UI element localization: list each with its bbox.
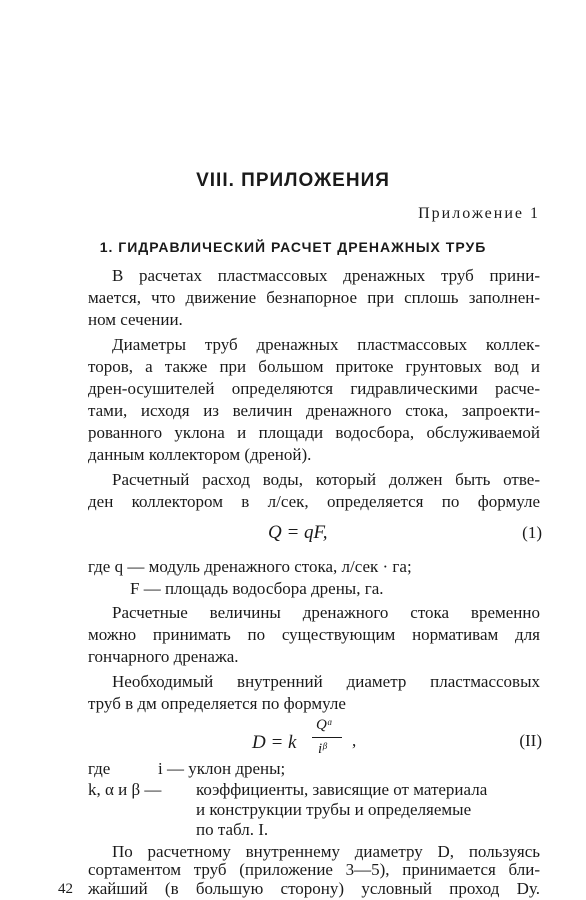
formula-2-lhs: D = k: [252, 732, 297, 753]
definition-line: и конструкции трубы и определяемые: [196, 800, 472, 819]
paragraph-line: сортаментом труб (приложение 3—5), принимается бли-: [88, 860, 540, 879]
paragraph-line: дрен-осушителей определяются гидравлическими расче-: [88, 379, 540, 398]
equation-number-2: (II): [519, 731, 542, 750]
definition-line: F — площадь водосбора дрены, га.: [130, 579, 384, 598]
formula-2-denominator: iᵝ: [318, 741, 327, 757]
paragraph-line: В расчетах пластмассовых дренажных труб прини-: [112, 266, 540, 285]
paragraph-line: данным коллектором (дреной).: [88, 445, 312, 464]
paragraph-line: Необходимый внутренний диаметр пластмассовых: [112, 672, 540, 691]
paragraph-line: Диаметры труб дренажных пластмассовых коллек-: [112, 335, 540, 354]
formula-2-numerator: Qᵅ: [316, 717, 333, 733]
paragraph-line: мается, что движение безнапорное при сплошь заполнен-: [88, 288, 540, 307]
section-title: 1. ГИДРАВЛИЧЕСКИЙ РАСЧЕТ ДРЕНАЖНЫХ ТРУБ: [99, 239, 487, 255]
definition-label: где: [88, 759, 111, 778]
formula-1: Q = qF,: [268, 522, 328, 543]
paragraph-line: гончарного дренажа.: [88, 647, 239, 666]
equation-number-1: (1): [522, 523, 542, 542]
paragraph-line: ном сечении.: [88, 310, 183, 329]
paragraph-line: ден коллектором в л/сек, определяется по формуле: [88, 492, 540, 511]
definition-line: где q — модуль дренажного стока, л/сек · га;: [88, 557, 412, 576]
definition-line: i — уклон дрены;: [158, 759, 286, 778]
chapter-heading: VIII. ПРИЛОЖЕНИЯ: [196, 170, 390, 191]
paragraph-line: По расчетному внутреннему диаметру D, пользуясь: [112, 842, 540, 861]
definition-line: коэффициенты, зависящие от материала: [196, 780, 488, 799]
paragraph-line: тами, исходя из величин дренажного стока, запроекти-: [88, 401, 540, 420]
paragraph-line: можно принимать по существующим нормативам для: [88, 625, 540, 644]
paragraph-line: жайший (в большую сторону) условный проход Dу.: [88, 879, 540, 898]
paragraph-line: торов, а также при большом притоке грунтовых вод и: [88, 357, 540, 376]
paragraph-line: рованного уклона и площади водосбора, обслуживаемой: [88, 423, 540, 442]
formula-2-comma: ,: [352, 731, 357, 750]
appendix-label: Приложение 1: [418, 205, 540, 222]
page-number: 42: [58, 881, 73, 897]
definition-line: по табл. I.: [196, 820, 269, 839]
paragraph-line: Расчетный расход воды, который должен быть отве-: [112, 470, 540, 489]
definition-label: k, α и β —: [88, 780, 162, 799]
paragraph-line: труб в дм определяется по формуле: [88, 694, 346, 713]
paragraph-line: Расчетные величины дренажного стока временно: [112, 603, 540, 622]
fraction-bar: [312, 737, 342, 738]
